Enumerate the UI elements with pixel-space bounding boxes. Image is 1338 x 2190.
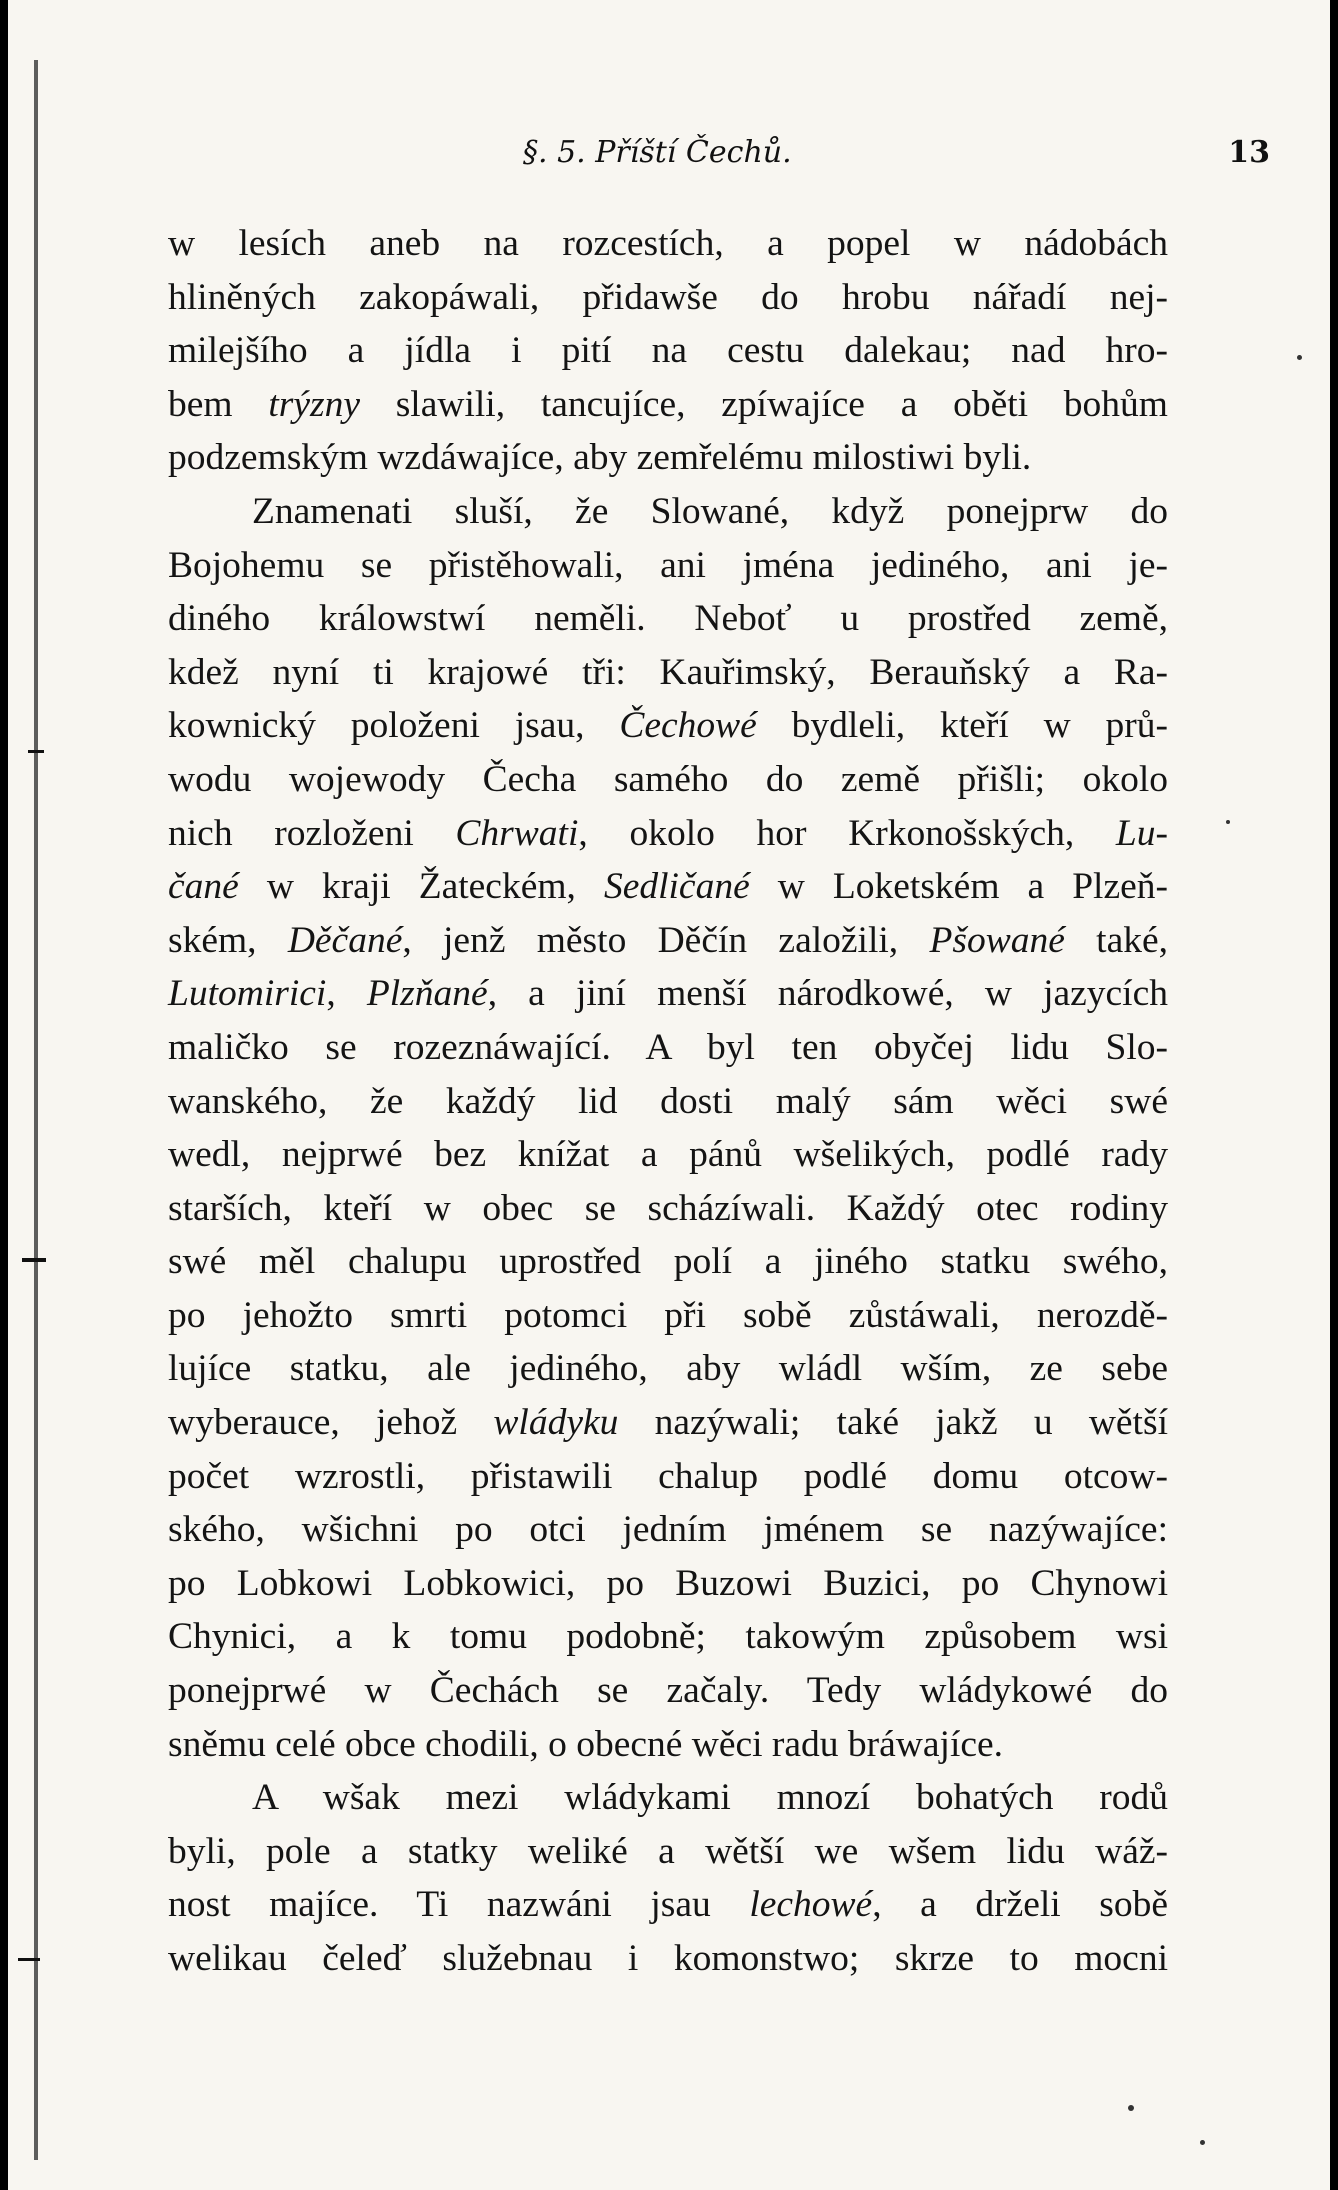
text-run: nost majíce. Ti nazwáni jsau [168, 1884, 750, 1926]
text-line [168, 431, 1168, 485]
text-line [168, 1075, 1168, 1129]
text-line [168, 592, 1168, 646]
text-run: A wšak mezi wládykami mnozí bohatých rodů [252, 1777, 1168, 1819]
text-line [168, 1450, 1168, 1504]
text-line [168, 378, 1168, 432]
text-line [168, 1235, 1168, 1289]
text-line [168, 271, 1168, 325]
text-line [168, 324, 1168, 378]
italic-term: trýzny [268, 383, 360, 425]
text-run: maličko se rozeznáwající. A byl ten obyčej lidu Slo- [168, 1026, 1168, 1068]
text-run: Chynici, a k tomu podobně; takowým způsobem wsi [168, 1616, 1168, 1658]
italic-term: Pšowané [929, 919, 1065, 961]
text-run: welikau čeleď služebnau i komonstwo; skrze to mocni [168, 1938, 1168, 1979]
text-run: hliněných zakopáwali, přidawše do hrobu nářadí nej- [168, 276, 1168, 318]
text-line [168, 1396, 1168, 1450]
text-line [168, 1557, 1168, 1611]
text-line [168, 1878, 1168, 1932]
text-run: diného králowstwí neměli. Neboť u prostřed země, [168, 598, 1168, 640]
text-run: w Loketském a Plzeň- [749, 866, 1169, 908]
italic-term: Lutomirici [168, 973, 327, 1015]
text-run: , [326, 973, 367, 1015]
text-run: kownický položeni jsau, [168, 705, 620, 747]
text-run: , a jiní menší národkowé, w jazycích [487, 973, 1168, 1015]
running-head [168, 135, 1270, 185]
text-run: Bojohemu se přistěhowali, ani jména jediného, ani je- [168, 544, 1168, 586]
text-run: milejšího a jídla i pití na cestu dalekau; nad hro- [168, 330, 1168, 372]
body-text [168, 217, 1168, 1986]
text-run: Znamenati sluší, že Slowané, když ponejprw do [252, 490, 1168, 532]
text-run: ském, [168, 919, 288, 961]
text-run: ského, wšichni po otci jedním jménem se nazýwajíce: [168, 1509, 1168, 1551]
italic-term: Plzňané [366, 973, 488, 1015]
text-run: swé měl chalupu uprostřed polí a jiného statku swého, [168, 1241, 1168, 1283]
text-line [168, 1503, 1168, 1557]
text-line [168, 1610, 1168, 1664]
text-line [168, 1718, 1168, 1772]
text-run: starších, kteří w obec se scházíwali. Každý otec rodiny [168, 1187, 1168, 1229]
text-line [168, 1289, 1168, 1343]
text-run: nazýwali; také jakž u wětší [618, 1402, 1168, 1444]
text-line [168, 217, 1168, 271]
text-run: w lesích aneb na rozcestích, a popel w nádobách [168, 223, 1168, 264]
text-line [168, 1342, 1168, 1396]
text-run: bem [168, 383, 269, 425]
paper-speck [1297, 355, 1302, 360]
text-run: počet wzrostli, přistawili chalup podlé domu otcow- [168, 1455, 1168, 1497]
text-line [168, 967, 1168, 1021]
italic-term: Chrwati [455, 812, 579, 854]
text-run: wanského, že každý lid dosti malý sám wěci swé [168, 1080, 1168, 1122]
paper-speck [1200, 2140, 1205, 2145]
text-line [168, 1771, 1168, 1825]
text-run: sněmu celé obce chodili, o obecné wěci radu bráwajíce. [168, 1723, 1004, 1765]
text-line [168, 1932, 1168, 1986]
text-run: také, [1064, 919, 1168, 961]
text-run: po Lobkowi Lobkowici, po Buzowi Buzici, po Chynowi [168, 1562, 1168, 1604]
paper-speck [1128, 2105, 1134, 2111]
section-heading: §. 5. Příští Čechů. [523, 135, 792, 170]
gutter-mark [18, 1958, 40, 1961]
italic-term: čané [168, 866, 239, 908]
italic-term: Čechowé [619, 705, 757, 747]
paper-speck [1226, 820, 1230, 824]
text-run: wedl, nejprwé bez knížat a pánů wšelikých, podlé rady [168, 1134, 1168, 1176]
text-run: , jenž město Děčín založili, [402, 919, 930, 961]
text-run: slawili, tancujíce, zpíwajíce a oběti bohům [359, 383, 1168, 425]
text-run: po jehožto smrti potomci při sobě zůstáwali, nerozdě- [168, 1294, 1168, 1336]
text-run: w kraji Žateckém, [238, 866, 604, 908]
italic-term: Sedličané [603, 866, 750, 908]
text-line [168, 539, 1168, 593]
text-line [168, 753, 1168, 807]
page-number: 13 [1228, 135, 1270, 170]
text-line [168, 699, 1168, 753]
italic-term: Děčané [287, 919, 403, 961]
italic-term: lechowé [749, 1884, 873, 1926]
text-line [168, 1128, 1168, 1182]
italic-term: wládyku [493, 1402, 619, 1444]
text-line [168, 1021, 1168, 1075]
gutter-mark [22, 1258, 46, 1262]
text-line [168, 1664, 1168, 1718]
book-page [8, 0, 1330, 2190]
text-run: bydleli, kteří w prů- [756, 705, 1168, 747]
text-line [168, 914, 1168, 968]
text-line [168, 1825, 1168, 1879]
text-run: kdež nyní ti krajowé tři: Kauřimský, Berauňský a Ra- [168, 651, 1168, 693]
text-run: byli, pole a statky weliké a wětší we wšem lidu wáž- [168, 1830, 1168, 1872]
text-run: , okolo hor Krkonošských, [578, 812, 1116, 854]
text-run: ponejprwé w Čechách se začaly. Tedy wládykowé do [168, 1670, 1168, 1712]
text-run: lujíce statku, ale jediného, aby wládl wším, ze sebe [168, 1348, 1168, 1390]
binding-gutter-line [34, 60, 38, 2160]
text-run: nich rozloženi [168, 812, 456, 854]
text-run: wyberauce, jehož [168, 1402, 494, 1444]
text-run: podzemským wzdáwajíce, aby zemřelému milostiwi byli. [168, 437, 1032, 479]
text-line [168, 646, 1168, 700]
text-line [168, 485, 1168, 539]
text-line [168, 807, 1168, 861]
text-run: wodu wojewody Čecha samého do země přišli; okolo [168, 758, 1168, 800]
italic-term: Lu- [1115, 812, 1168, 854]
gutter-mark [28, 750, 44, 753]
text-run: , a drželi sobě [872, 1884, 1168, 1926]
text-line [168, 860, 1168, 914]
text-line [168, 1182, 1168, 1236]
